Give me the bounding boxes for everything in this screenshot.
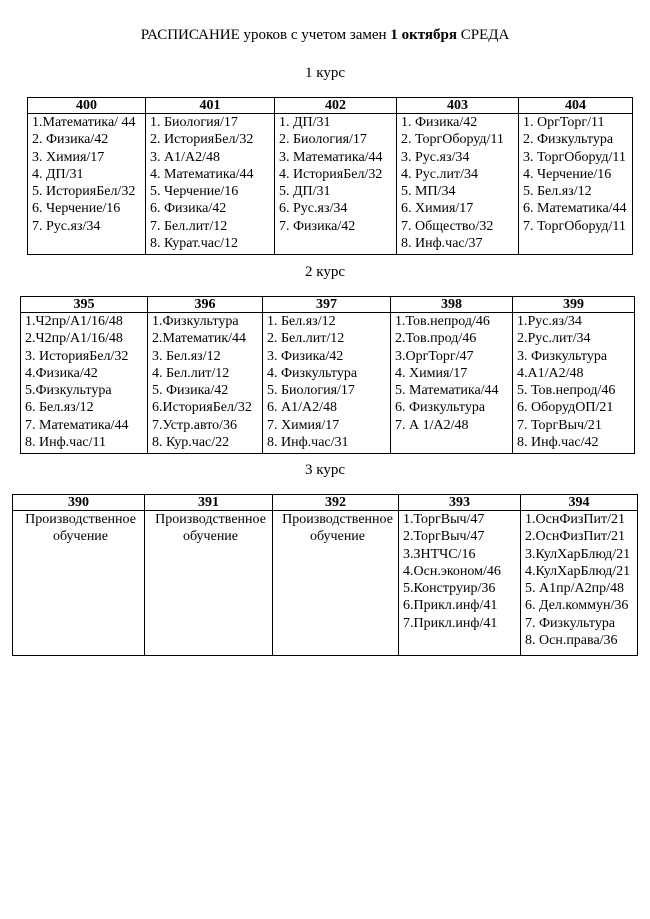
lesson-item: 2. Физика/42 (32, 132, 109, 148)
table-header-row (13, 495, 638, 511)
lesson-item: 5. Математика/44 (395, 383, 499, 399)
group-number: 394 (521, 495, 638, 511)
lesson-item: 4.Физика/42 (25, 365, 98, 381)
lesson-item: 6. Бел.яз/12 (25, 400, 94, 416)
lesson-item: 6. Рус.яз/34 (279, 201, 348, 217)
group-number: 392 (273, 495, 399, 511)
title-suffix: СРЕДА (456, 27, 510, 43)
lesson-item: 4.А1/А2/48 (517, 365, 584, 381)
lesson-item: 8. Курат.час/12 (150, 236, 239, 252)
lesson-item: 4. Физкультура (267, 365, 358, 381)
lesson-item: 8. Инф.час/37 (401, 236, 483, 252)
group-practice-text: Производственное обучение (13, 511, 145, 656)
lesson-item: 7. А 1/А2/48 (395, 417, 469, 433)
table-row (28, 114, 633, 255)
lesson-item: 5.Конструир/36 (403, 581, 496, 597)
lesson-item: 7. Математика/44 (25, 417, 129, 433)
lesson-item: 7.Устр.авто/36 (152, 417, 238, 433)
lesson-item: 5. Тов.непрод/46 (517, 383, 616, 399)
table-header-row (28, 98, 633, 114)
lesson-item: 7. Общество/32 (401, 218, 494, 234)
group-lessons (146, 114, 275, 255)
group-lessons (263, 313, 391, 454)
group-number: 393 (399, 495, 521, 511)
lesson-item: 6. А1/А2/48 (267, 400, 337, 416)
group-lessons (521, 511, 638, 656)
lesson-item: 3. Химия/17 (32, 149, 105, 165)
group-number: 404 (519, 98, 633, 114)
group-lessons (148, 313, 263, 454)
lesson-item: 4. Рус.лит/34 (401, 166, 478, 182)
course-2-label: 2 курс (305, 264, 345, 280)
table-row (13, 511, 638, 656)
group-number: 398 (391, 297, 513, 313)
lesson-item: 3. Физика/42 (267, 348, 344, 364)
lesson-item: 6. Физика/42 (150, 201, 227, 217)
lesson-item: 7. ТоргОборуд/11 (523, 218, 626, 234)
lesson-item: 2.Ч2пр/А1/16/48 (25, 331, 123, 347)
lesson-item: 2.ТоргВыч/47 (403, 529, 485, 545)
lesson-item: 7. Физкультура (525, 615, 616, 631)
lesson-item: 1. ДП/31 (279, 115, 331, 130)
group-number: 397 (263, 297, 391, 313)
lesson-item: 4. Бел.лит/12 (152, 365, 230, 381)
lesson-item: 6. Химия/17 (401, 201, 474, 217)
lesson-item: 2. Бел.лит/12 (267, 331, 345, 347)
lesson-item: 3. Рус.яз/34 (401, 149, 470, 165)
group-practice-text: Производственное обучение (273, 511, 399, 656)
table-header-row (21, 297, 635, 313)
lesson-item: 3. А1/А2/48 (150, 149, 220, 165)
course-3-label: 3 курс (305, 462, 345, 478)
lesson-item: 4. Химия/17 (395, 365, 468, 381)
lesson-item: 2. Физкультура (523, 132, 614, 148)
lesson-item: 6. Физкультура (395, 400, 486, 416)
lesson-item: 3. Бел.яз/12 (152, 348, 221, 364)
lesson-item: 3.КулХарБлюд/21 (525, 546, 631, 562)
group-number: 402 (275, 98, 397, 114)
lesson-item: 3. Математика/44 (279, 149, 383, 165)
group-lessons (519, 114, 633, 255)
group-lessons (391, 313, 513, 454)
page-title (0, 27, 650, 44)
lesson-item: 1. Бел.яз/12 (267, 314, 336, 329)
lesson-item: 1. ОргТорг/11 (523, 115, 605, 130)
group-number: 395 (21, 297, 148, 313)
lesson-item: 4. Черчение/16 (523, 166, 612, 182)
lesson-item: 2. ТоргОборуд/11 (401, 132, 504, 148)
lesson-item: 5. Биология/17 (267, 383, 355, 399)
lesson-item: 5. ИсторияБел/32 (32, 184, 136, 200)
lesson-item: 1.Рус.яз/34 (517, 314, 582, 329)
lesson-item: 4.КулХарБлюд/21 (525, 563, 631, 579)
title-prefix: РАСПИСАНИЕ уроков с учетом замен (140, 27, 391, 43)
lesson-item: 2.Тов.прод/46 (395, 331, 477, 347)
group-number: 390 (13, 495, 145, 511)
group-number: 396 (148, 297, 263, 313)
lesson-item: 3.ОргТорг/47 (395, 348, 474, 364)
group-lessons (513, 313, 635, 454)
lesson-item: 1.ТоргВыч/47 (403, 512, 485, 527)
course-3-table (12, 494, 638, 656)
lesson-item: 7. Бел.лит/12 (150, 218, 228, 234)
lesson-item: 3. ИсторияБел/32 (25, 348, 129, 364)
lesson-item: 5. Физика/42 (152, 383, 229, 399)
lesson-item: 3.ЗНТЧС/16 (403, 546, 476, 562)
lesson-item: 6. ОборудОП/21 (517, 400, 614, 416)
title-date: 1 октября (390, 27, 457, 43)
group-lessons (21, 313, 148, 454)
lesson-item: 5. МП/34 (401, 184, 456, 200)
lesson-item: 7.Прикл.инф/41 (403, 615, 498, 631)
lesson-item: 1.Физкультура (152, 314, 239, 329)
lesson-item: 1.Ч2пр/А1/16/48 (25, 314, 123, 329)
group-number: 403 (397, 98, 519, 114)
course-2-table (20, 296, 635, 454)
group-practice-text: Производственное обучение (145, 511, 273, 656)
course-1-table (27, 97, 633, 255)
lesson-item: 8. Инф.час/11 (25, 435, 107, 451)
lesson-item: 5. Бел.яз/12 (523, 184, 592, 200)
lesson-item: 8. Кур.час/22 (152, 435, 230, 451)
lesson-item: 6.Прикл.инф/41 (403, 598, 498, 614)
lesson-item: 3. Физкультура (517, 348, 608, 364)
lesson-item: 1. Биология/17 (150, 115, 238, 130)
lesson-item: 4. Математика/44 (150, 166, 254, 182)
lesson-item: 7. Рус.яз/34 (32, 218, 101, 234)
lesson-item: 1. Физика/42 (401, 115, 478, 130)
lesson-item: 3. ТоргОборуд/11 (523, 149, 626, 165)
group-number: 399 (513, 297, 635, 313)
lesson-item: 7. Физика/42 (279, 218, 356, 234)
lesson-item: 6. Черчение/16 (32, 201, 121, 217)
lesson-item: 6.ИсторияБел/32 (152, 400, 252, 416)
lesson-item: 6. Дел.коммун/36 (525, 598, 629, 614)
lesson-item: 1.Математика/ 44 (32, 115, 136, 130)
lesson-item: 4.Осн.эконом/46 (403, 563, 501, 579)
lesson-item: 5. ДП/31 (279, 184, 331, 200)
group-lessons (275, 114, 397, 255)
lesson-item: 7. ТоргВыч/21 (517, 417, 602, 433)
lesson-item: 8. Осн.права/36 (525, 633, 618, 649)
lesson-item: 4. ДП/31 (32, 166, 84, 182)
group-number: 400 (28, 98, 146, 114)
lesson-item: 8. Инф.час/42 (517, 435, 599, 451)
group-lessons (399, 511, 521, 656)
lesson-item: 5. А1пр/А2пр/48 (525, 581, 624, 597)
lesson-item: 2.Рус.лит/34 (517, 331, 591, 347)
group-lessons (397, 114, 519, 255)
lesson-item: 2. ИсторияБел/32 (150, 132, 254, 148)
lesson-item: 5.Физкультура (25, 383, 112, 399)
lesson-item: 1.ОснФизПит/21 (525, 512, 626, 527)
lesson-item: 5. Черчение/16 (150, 184, 239, 200)
lesson-item: 6. Математика/44 (523, 201, 627, 217)
table-row (21, 313, 635, 454)
course-1-label: 1 курс (305, 65, 345, 81)
lesson-item: 8. Инф.час/31 (267, 435, 349, 451)
lesson-item: 2.ОснФизПит/21 (525, 529, 626, 545)
group-number: 401 (146, 98, 275, 114)
lesson-item: 1.Тов.непрод/46 (395, 314, 490, 329)
group-number: 391 (145, 495, 273, 511)
group-lessons (28, 114, 146, 255)
lesson-item: 4. ИсторияБел/32 (279, 166, 383, 182)
lesson-item: 2.Математик/44 (152, 331, 247, 347)
lesson-item: 7. Химия/17 (267, 417, 340, 433)
lesson-item: 2. Биология/17 (279, 132, 367, 148)
